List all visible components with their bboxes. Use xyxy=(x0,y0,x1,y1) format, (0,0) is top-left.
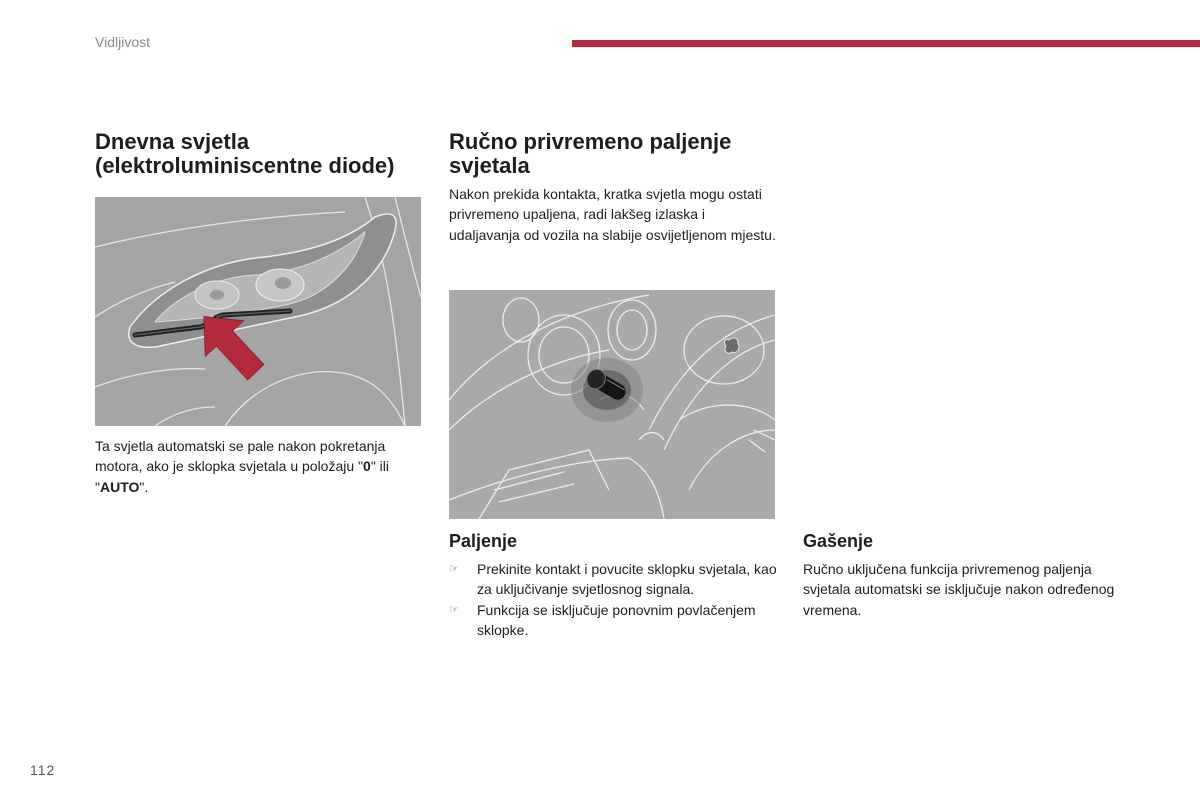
daytime-lights-text-part2: " ili " xyxy=(95,458,390,495)
manual-lights-title-line2: svjetala xyxy=(449,153,530,178)
headlamp-led-illustration xyxy=(95,197,421,426)
paljenje-step-text: Prekinite kontakt i povucite sklopku svjetala, kao za uključivanje svjetlosnog signala. xyxy=(477,561,777,598)
gasenje-description: Ručno uključena funkcija privremenog paljenja svjetala automatski se isključuje nakon određenog vremena. xyxy=(803,561,1115,618)
position-auto-label: AUTO xyxy=(99,478,140,495)
daytime-lights-title xyxy=(95,130,395,178)
daytime-lights-text-part3: ". xyxy=(139,478,149,495)
daytime-lights-description xyxy=(95,436,425,497)
daytime-lights-text-part1: Ta svjetla automatski se pale nakon pokretanja motora, ako je sklopka svjetala u položaju " xyxy=(95,438,386,475)
daytime-lights-title-line1: Dnevna svjetla xyxy=(95,129,250,154)
list-item xyxy=(449,600,779,641)
section-label: Vidljivost xyxy=(95,34,150,50)
list-item xyxy=(449,559,779,600)
paljenje-step-text: Funkcija se isključuje ponovnim povlačenjem sklopke. xyxy=(477,601,756,639)
steering-column-stalk-illustration xyxy=(449,290,775,519)
page-number: 112 xyxy=(30,762,56,778)
manual-lights-intro: Nakon prekida kontakta, kratka svjetla mogu ostati privremeno upaljena, radi lakšeg izlaska i udaljavanja od vozila na slabije osvijetljenom mjestu. xyxy=(449,186,776,243)
daytime-lights-title-line2: (elektroluminiscentne diode) xyxy=(95,153,395,178)
hand-pointer-icon: ☞ xyxy=(449,603,459,616)
gasenje-heading: Gašenje xyxy=(803,531,874,551)
position-zero-label: 0 xyxy=(363,458,371,475)
manual-lights-title xyxy=(449,130,731,178)
header-accent-bar xyxy=(572,40,1200,47)
manual-lights-title-line1: Ručno privremeno paljenje xyxy=(449,129,732,154)
paljenje-heading: Paljenje xyxy=(449,531,518,551)
hand-pointer-icon: ☞ xyxy=(449,563,459,575)
paljenje-steps xyxy=(449,559,779,641)
